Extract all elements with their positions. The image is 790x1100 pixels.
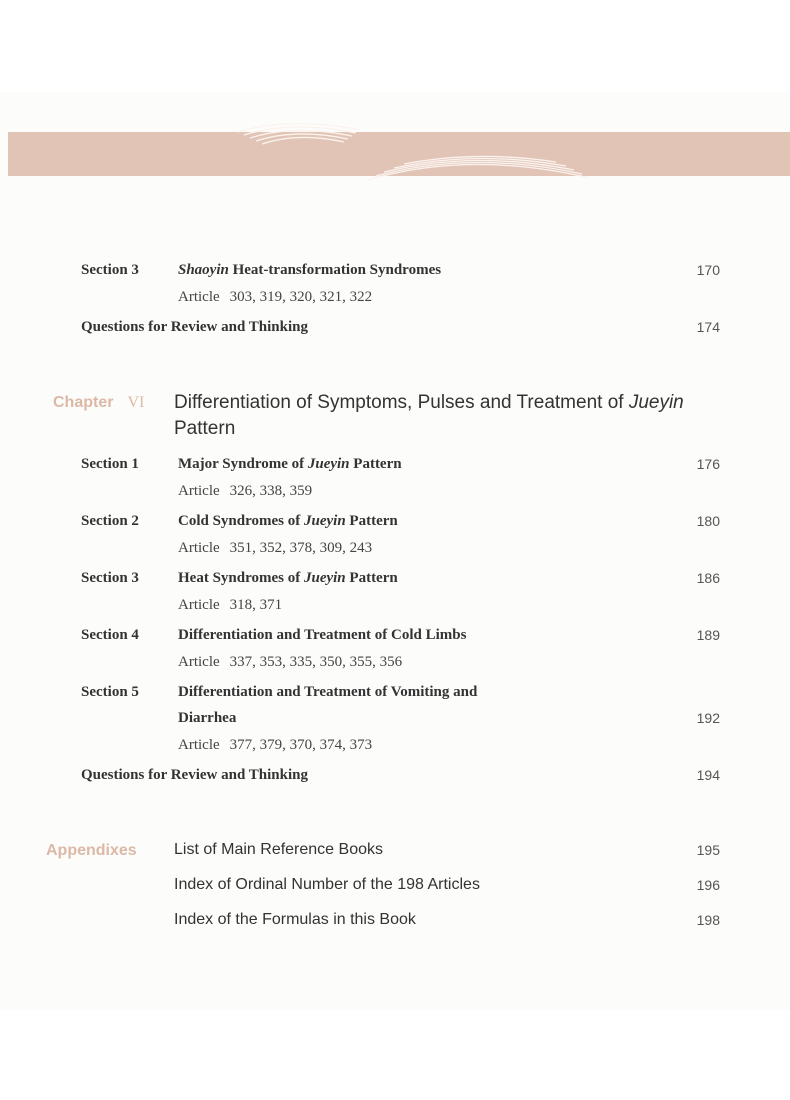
chapter-number: VI [127,394,145,411]
article-list [178,289,372,306]
page-number: 192 [696,710,720,726]
page-number: 186 [696,570,720,586]
article-list: Article 377, 379, 370, 374, 373 [178,737,373,753]
questions-review[interactable]: Questions for Review and Thinking [81,319,308,335]
section-title[interactable] [178,262,441,279]
section-title-text: Heat-transformation Syndromes [228,262,442,278]
article-list: Article 351, 352, 378, 309, 243 [178,540,373,556]
page-number: 170 [696,262,720,278]
section-title-italic: Shaoyin [178,262,229,278]
section-title[interactable]: Cold Syndromes of Jueyin Pattern [178,513,398,529]
page-number: 195 [696,842,720,858]
appendix-item[interactable]: List of Main Reference Books [174,841,383,858]
page-number: 176 [696,456,720,472]
section-label: Section 5 [81,684,139,700]
page-sheet [0,92,790,1010]
appendix-item[interactable]: Index of Ordinal Number of the 198 Articles [174,876,480,893]
section-title[interactable]: Major Syndrome of Jueyin Pattern [178,456,402,472]
article-list: Article 337, 353, 335, 350, 355, 356 [178,654,403,670]
article-numbers: 303, 319, 320, 321, 322 [229,289,373,305]
chapter-label [53,394,144,412]
wave-ornament [0,110,790,190]
section-label: Section 4 [81,627,139,643]
section-title-continued[interactable]: Diarrhea [178,710,237,726]
article-list: Article 326, 338, 359 [178,483,313,499]
section-title[interactable]: Differentiation and Treatment of Vomiting and [178,684,478,700]
section-label: Section 3 [81,570,139,586]
page-number: 194 [696,767,720,783]
section-title[interactable]: Differentiation and Treatment of Cold Limbs [178,627,467,643]
section-title[interactable]: Heat Syndromes of Jueyin Pattern [178,570,398,586]
section-label: Section 1 [81,456,139,472]
section-label: Section 2 [81,513,139,529]
page-number: 198 [696,912,720,928]
article-label: Article [178,289,220,305]
page-number: 174 [696,319,720,335]
page-number: 180 [696,513,720,529]
appendixes-label: Appendixes [46,842,137,859]
chapter-title-text: Differentiation of Symptoms, Pulses and Treatment of [174,392,629,413]
appendix-item[interactable]: Index of the Formulas in this Book [174,911,416,928]
article-list: Article 318, 371 [178,597,283,613]
questions-review[interactable]: Questions for Review and Thinking [81,767,308,783]
chapter-title[interactable] [174,390,734,442]
page-number: 189 [696,627,720,643]
section-label: Section 3 [81,262,139,278]
page-number: 196 [696,877,720,893]
chapter-word: Chapter [53,394,114,411]
chapter-title-tail: Pattern [174,418,236,439]
chapter-title-italic: Jueyin [628,392,684,413]
